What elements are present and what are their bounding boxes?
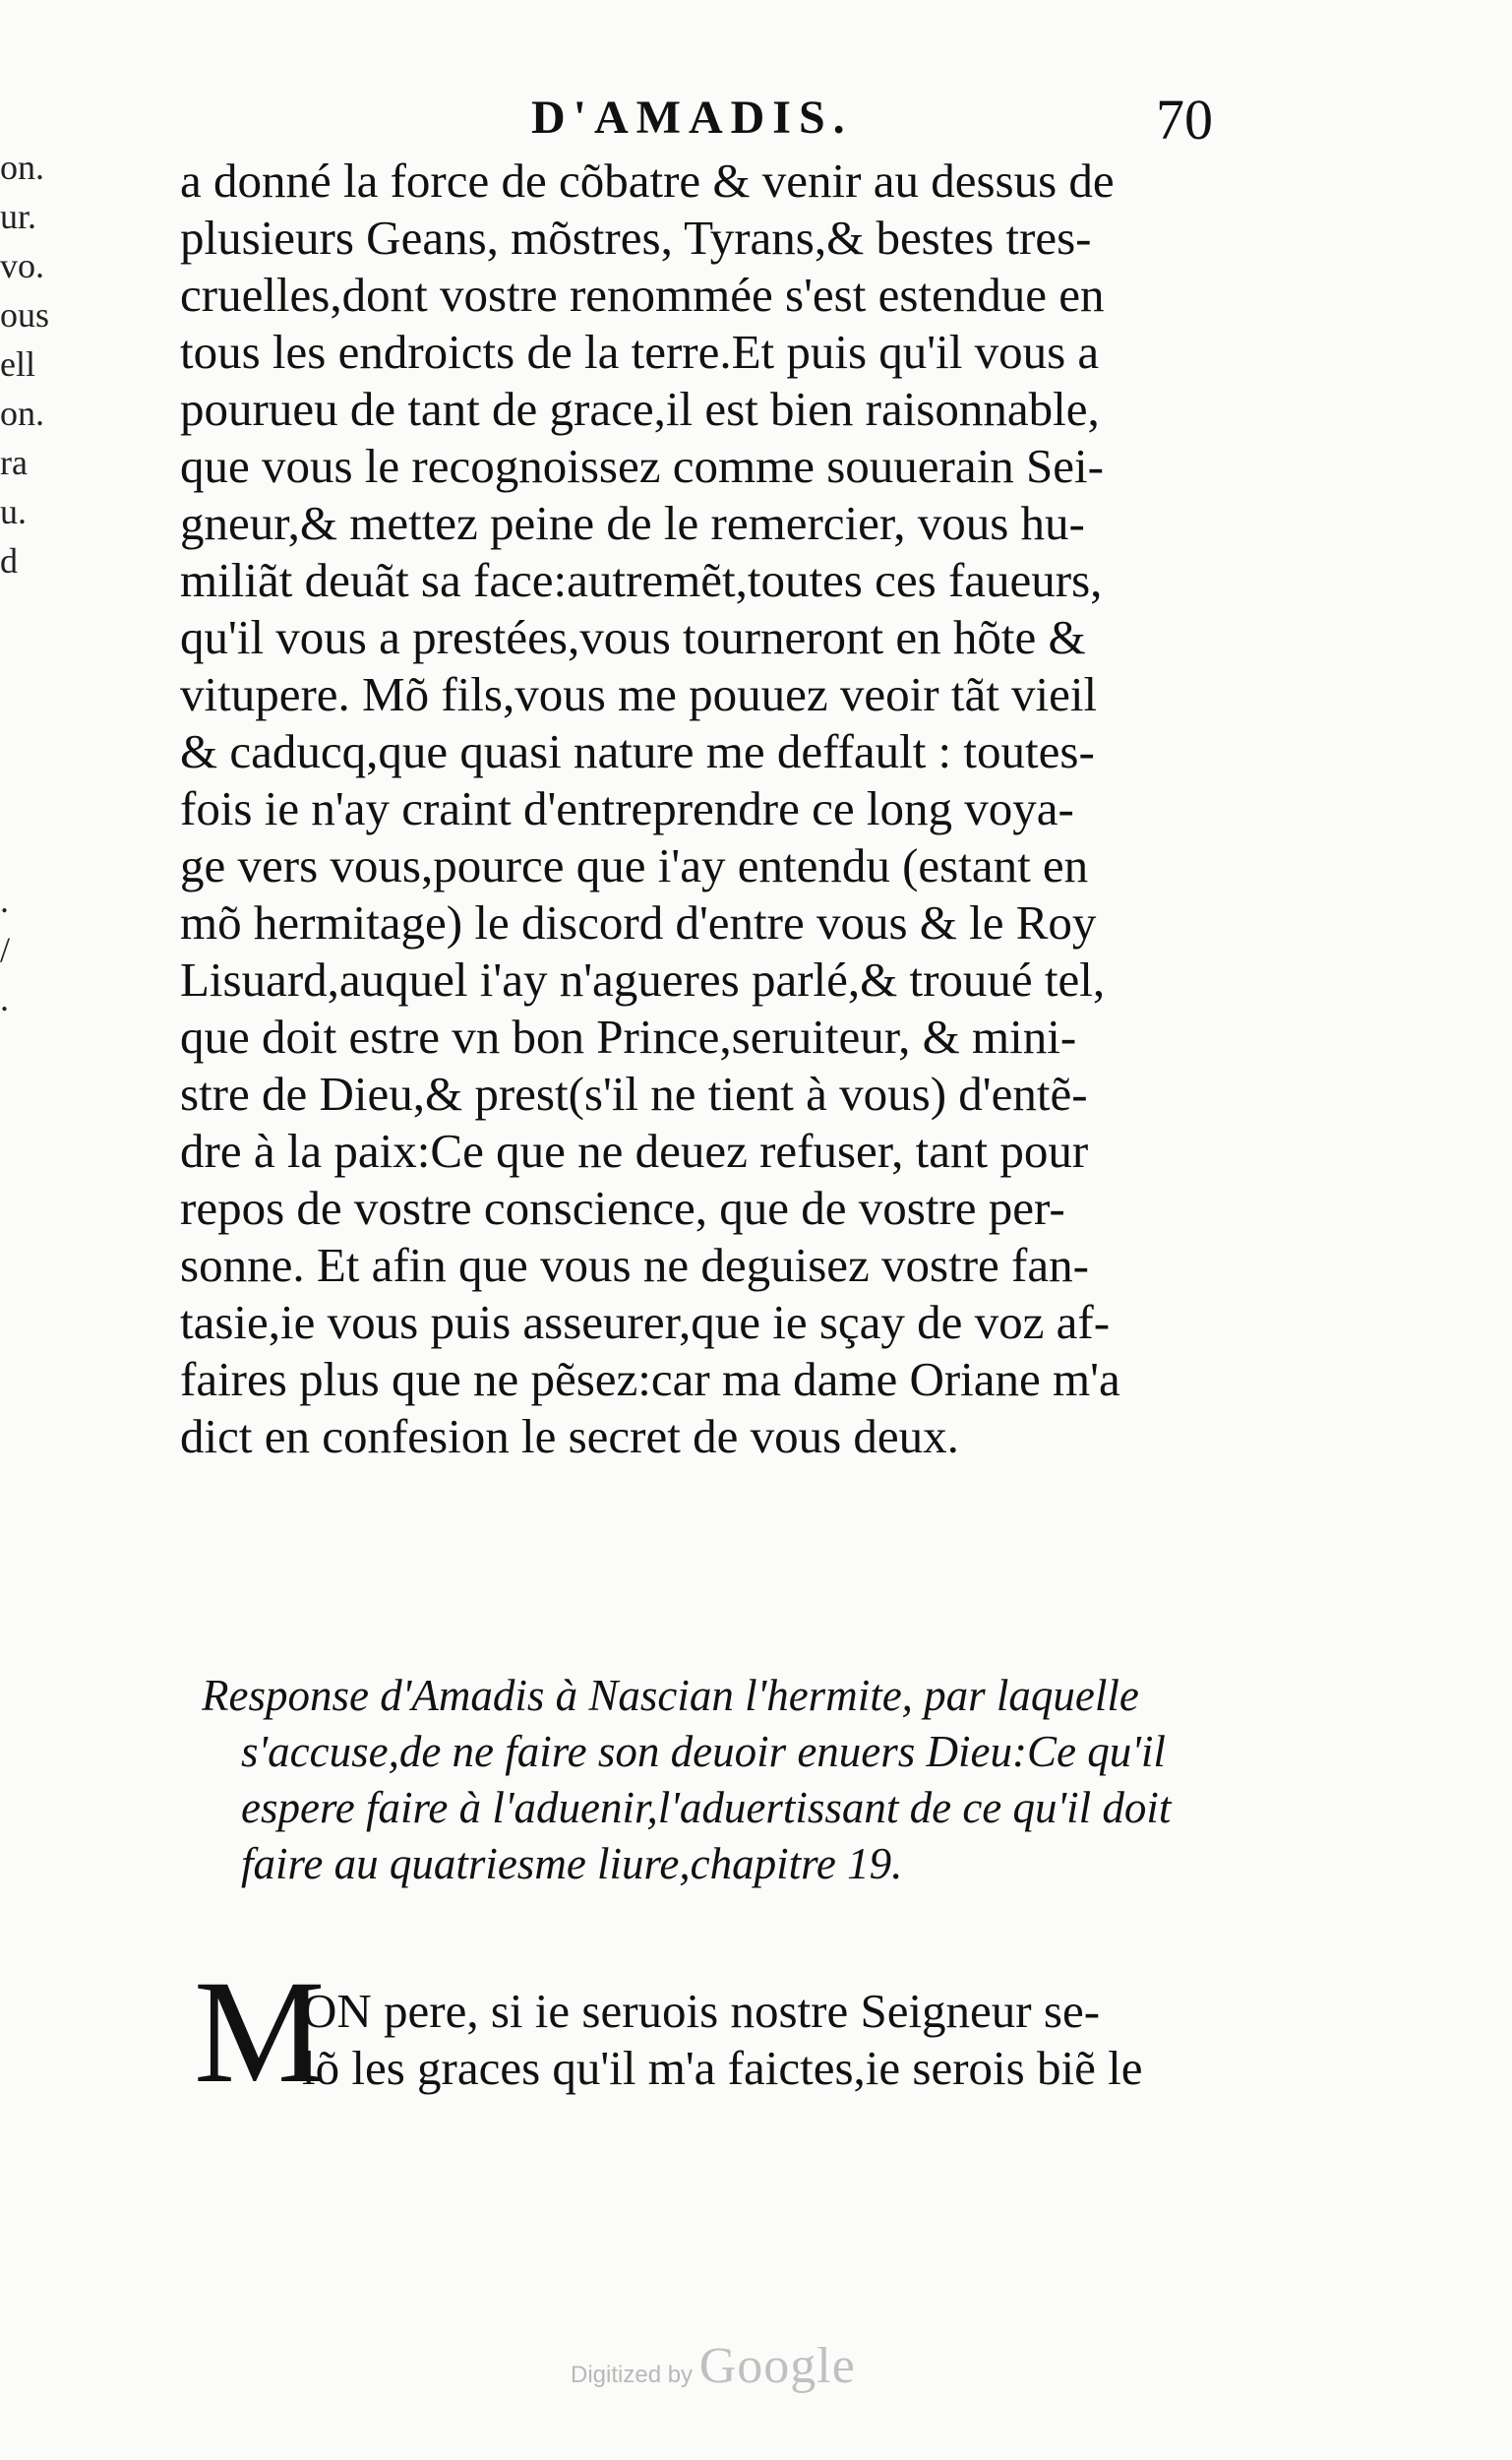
margin-fragment: ell: [0, 344, 35, 384]
margin-mark: .: [0, 881, 9, 920]
body-line: miliãt deuãt sa face:autremẽt,toutes ces faueurs,: [180, 553, 1103, 607]
body-line: sonne. Et afin que vous ne deguisez vostre fan-: [180, 1238, 1089, 1292]
heading-line: s'accuse,de ne faire son deuoir enuers Dieu:Ce qu'il: [241, 1727, 1166, 1776]
body-line: gneur,& mettez peine de le remercier, vous hu-: [180, 496, 1085, 550]
digitized-watermark: [571, 2337, 856, 2395]
body-line: ge vers vous,pource que i'ay entendu (estant en: [180, 838, 1089, 892]
body-line: tasie,ie vous puis asseurer,que ie sçay de voz af-: [180, 1295, 1111, 1349]
body-text: [180, 153, 1252, 1465]
margin-mark: .: [0, 979, 9, 1018]
margin-fragment: vo.: [0, 246, 44, 285]
margin-fragment: on.: [0, 148, 44, 187]
body-line: que vous le recognoissez comme souuerain Sei-: [180, 439, 1104, 493]
body-line: cruelles,dont vostre renommée s'est estendue en: [180, 268, 1105, 322]
heading-line: faire au quatriesme liure,chapitre 19.: [241, 1839, 903, 1888]
body-line: faires plus que ne pẽsez:car ma dame Oriane m'a: [180, 1352, 1120, 1406]
heading-line: Response d'Amadis à Nascian l'hermite, par laquelle: [202, 1671, 1139, 1720]
body-line: que doit estre vn bon Prince,seruiteur, & mini-: [180, 1010, 1077, 1064]
margin-fragment: u.: [0, 492, 27, 531]
margin-fragment: ous: [0, 295, 50, 335]
left-margin-marks: [0, 876, 39, 1023]
body-line: plusieurs Geans, mõstres, Tyrans,& bestes tres-: [180, 211, 1092, 265]
body-line: tous les endroicts de la terre.Et puis qu'il vous a: [180, 325, 1100, 379]
body-line: qu'il vous a prestées,vous tourneront en hõte &: [180, 610, 1086, 664]
body-line: stre de Dieu,& prest(s'il ne tient à vous) d'entẽ-: [180, 1067, 1088, 1121]
chapter-line: ON pere, si ie seruois nostre Seigneur se-: [302, 1984, 1101, 2038]
running-head: D'AMADIS.: [531, 92, 853, 144]
chapter-line: lõ les graces qu'il m'a faictes,ie serois biẽ le: [302, 2041, 1143, 2095]
drop-cap: M: [194, 1950, 326, 2114]
body-line: Lisuard,auquel i'ay n'agueres parlé,& trouué tel,: [180, 953, 1106, 1007]
margin-fragment: d: [0, 541, 18, 581]
body-line: & caducq,que quasi nature me deffault : toutes-: [180, 724, 1095, 778]
margin-fragment: on.: [0, 394, 44, 433]
page-number: 70: [1156, 88, 1213, 152]
body-line: repos de vostre conscience, que de vostre per-: [180, 1181, 1065, 1235]
body-line: dre à la paix:Ce que ne deuez refuser, tant pour: [180, 1124, 1089, 1178]
body-line: mõ hermitage) le discord d'entre vous & le Roy: [180, 895, 1097, 950]
body-line: fois ie n'ay craint d'entreprendre ce long voya-: [180, 781, 1074, 835]
body-line: vitupere. Mõ fils,vous me pouuez veoir tãt vieil: [180, 667, 1098, 721]
body-line: dict en confesion le secret de vous deux.: [180, 1409, 959, 1463]
body-line: a donné la force de cõbatre & venir au dessus de: [180, 154, 1115, 208]
heading-line: espere faire à l'aduenir,l'aduertissant de ce qu'il doit: [241, 1783, 1172, 1832]
chapter-opening-text: [302, 1983, 1256, 2097]
watermark-prefix: Digitized by: [571, 2362, 694, 2388]
left-margin-fragments: [0, 143, 51, 585]
body-line: pourueu de tant de grace,il est bien raisonnable,: [180, 382, 1100, 436]
watermark-brand: Google: [698, 2338, 856, 2394]
margin-mark: /: [0, 930, 11, 969]
margin-fragment: ra: [0, 443, 28, 482]
margin-fragment: ur.: [0, 197, 37, 236]
chapter-opening: [194, 1950, 1256, 2114]
chapter-heading: [202, 1668, 1244, 1892]
